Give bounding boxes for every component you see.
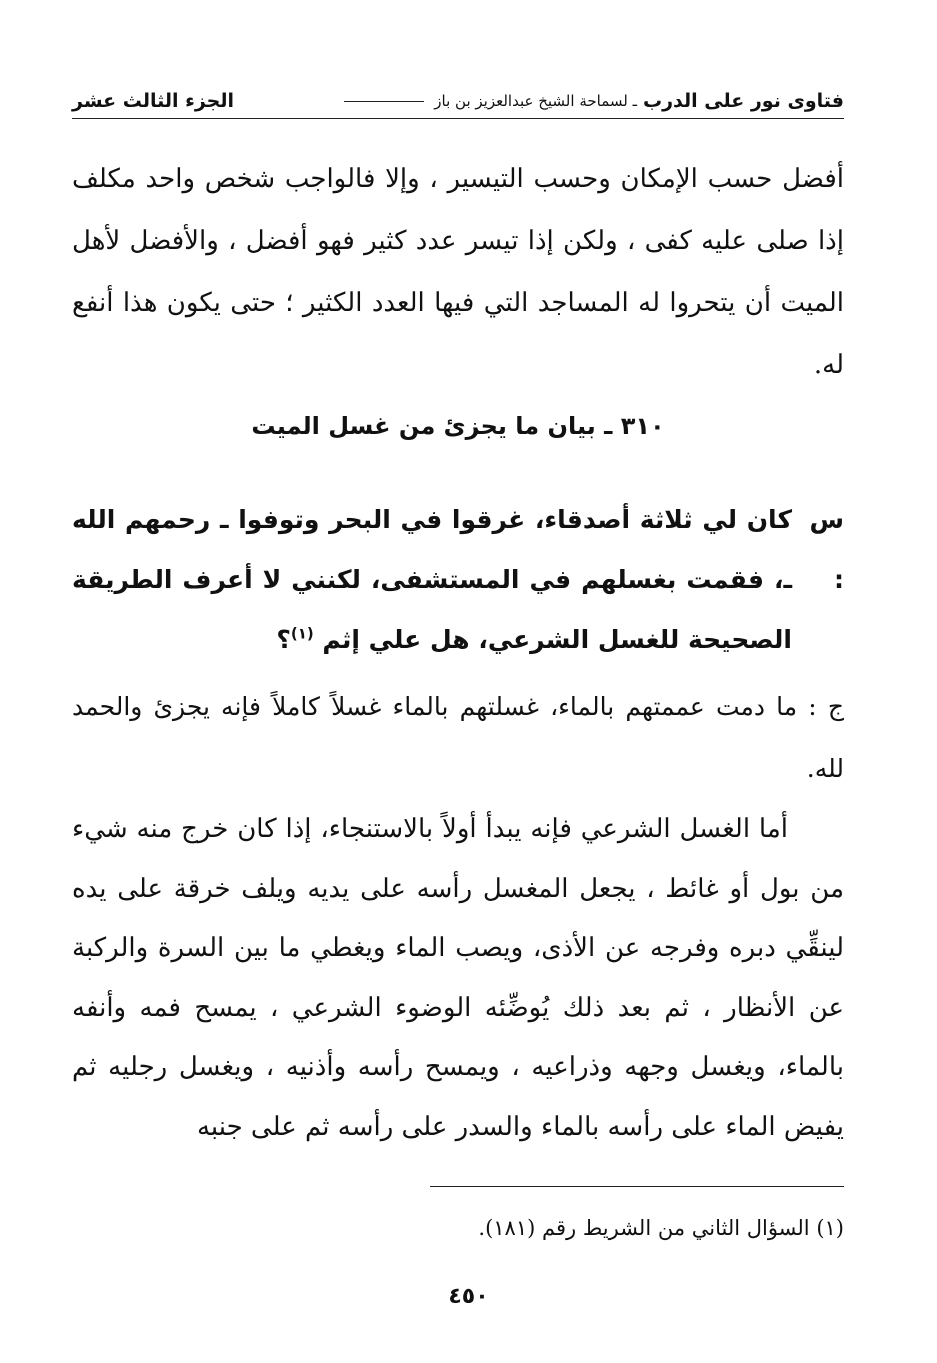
running-header <box>72 84 844 119</box>
header-dash <box>344 101 424 102</box>
footnote: (١) السؤال الثاني من الشريط رقم (١٨١). <box>478 1216 844 1240</box>
book-title: فتاوى نور على الدرب <box>643 90 844 112</box>
paragraph-continuation: أفضل حسب الإمكان وحسب التيسير ، وإلا فالواجب شخص واحد مكلف إذا صلى عليه كفى ، ولكن إذا تيسر عدد كثير فهو أفضل ، والأفضل لأهل الميت أن يتحروا له المساجد التي فيها العدد الكثير ؛ حتى يكون هذا أنفع له. <box>72 164 844 380</box>
section-heading: ٣١٠ ـ بيان ما يجزئ من غسل الميت <box>251 412 665 440</box>
volume-label: الجزء الثالث عشر <box>72 90 235 112</box>
paragraph-ghusl-description: أما الغسل الشرعي فإنه يبدأ أولاً بالاستنجاء، إذا كان خرج منه شيء من بول أو غائط ، يجعل المغسل رأسه على يديه ويلف خرقة على يده لينقِّي دبره وفرجه عن الأذى، ويصب الماء ويغطي ما بين السرة والركبة عن الأنظار ، ثم بعد ذلك يُوضِّئه الوضوء الشرعي ، يمسح فمه وأنفه بالماء، ويغسل وجهه وذراعيه ، ويمسح رأسه وأذنيه ، ويغسل رجليه ثم يفيض الماء على رأسه بالماء والسدر على رأسه ثم على جنبه <box>72 814 844 1142</box>
question-text: كان لي ثلاثة أصدقاء، غرقوا في البحر وتوفوا ـ رحمهم الله ـ، فقمت بغسلهم في المستشفى، لكنني لا أعرف الطريقة الصحيحة للغسل الشرعي، هل علي إثم <box>72 505 792 654</box>
question-block <box>72 490 844 670</box>
footnote-reference: (١) <box>290 624 314 643</box>
author-name: ـ لسماحة الشيخ عبدالعزيز بن باز <box>434 92 637 110</box>
footnote-separator <box>430 1186 844 1187</box>
question-mark: ؟ <box>276 625 291 654</box>
question-text-wrap <box>72 490 792 670</box>
question-label: س : <box>809 505 844 594</box>
page-number: ٤٥٠ <box>448 1284 489 1309</box>
header-title-group <box>340 90 844 112</box>
answer-block: ج : ما دمت عممتهم بالماء، غسلتهم بالماء غسلاً كاملاً فإنه يجزئ والحمد لله. <box>72 692 844 783</box>
